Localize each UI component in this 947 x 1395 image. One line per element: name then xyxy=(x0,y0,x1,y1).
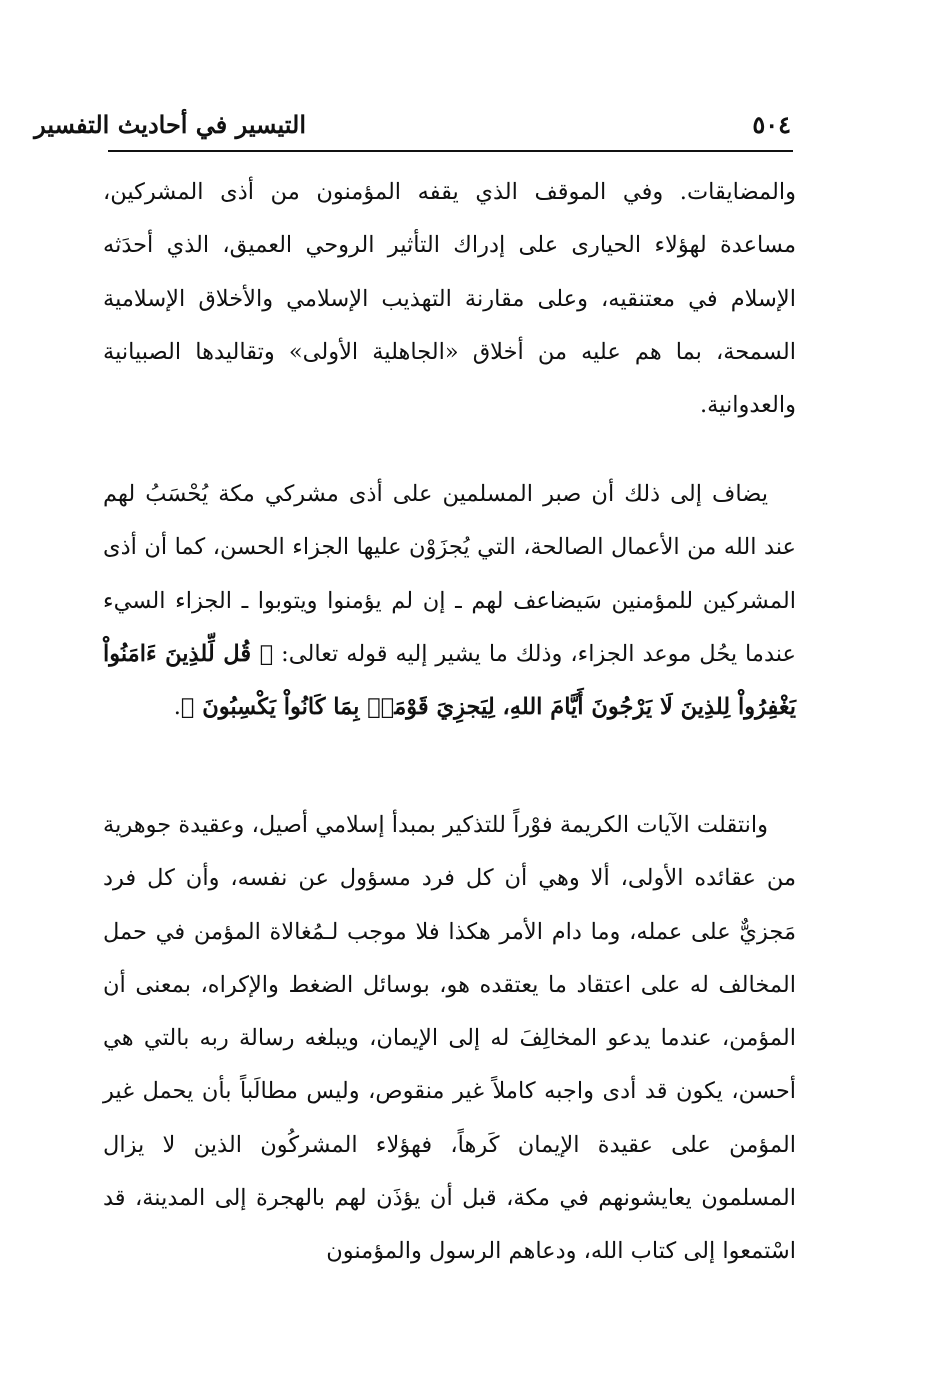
quran-verse: ﴿ قُل لِّلذِينَ ءَامَنُواْ يَغْفِرُواْ لِلذِينَ لَا يَرْجُونَ أَيَّامَ اللهِ، لِيَجزِيَ قَوْمَاۢ بِمَا كَانُواْ يَكْسِبُونَ ﴾ xyxy=(103,640,796,721)
running-title: التيسير في أحاديث التفسير xyxy=(34,110,306,139)
paragraph-2-end: . xyxy=(173,694,181,721)
page-header xyxy=(34,106,791,146)
paragraph-2 xyxy=(103,468,796,734)
paragraph-2-text: يضاف إلى ذلك أن صبر المسلمين على أذى مشركي مكة يُحْسَبُ لهم عند الله من الأعمال الصالحة، التي يُجزَوْن عليها الجزاء الحسن، كما أن أذى المشركين للمؤمنين سَيضاعف لهم ـ إن لم يؤمنوا ويتوبوا ـ الجزاء السيء عندما يحُل موعد الجزاء، وذلك ما يشير إليه قوله تعالى: xyxy=(103,481,796,667)
header-rule xyxy=(108,150,793,152)
paragraph-1: والمضايقات. وفي الموقف الذي يقفه المؤمنون من أذى المشركين، مساعدة لهؤلاء الحيارى على إدراك التأثير الروحي العميق، الذي أحدَثه الإسلام في معتنقيه، وعلى مقارنة التهذيب الإسلامي والأخلاق الإسلامية السمحة، بما هم عليه من أخلاق «الجاهلية الأولى» وتقاليدها الصبيانية والعدوانية. xyxy=(103,179,796,419)
page-number: ٥٠٤ xyxy=(752,110,791,139)
paragraph-3: وانتقلت الآيات الكريمة فوْراً للتذكير بمبدأ إسلامي أصيل، وعقيدة جوهرية من عقائده الأولى، ألا وهي أن كل فرد مسؤول عن نفسه، وأن كل فرد مَجزيٌّ على عمله، وما دام الأمر هكذا فلا موجب لـمُغالاة المؤمن في حمل المخالف له على اعتقاد ما يعتقده هو، بوسائل الضغط والإكراه، بمعنى أن المؤمن، عندما يدعو المخالِفَ له إلى الإيمان، ويبلغه رسالة ربه بالتي هي أحسن، يكون قد أدى واجبه كاملاً غير منقوص، وليس مطالَباً بأن يحمل غير المؤمن على عقيدة الإيمان كَرهاً، فهؤلاء المشركُون الذين لا يزال المسلمون يعايشونهم في مكة، قبل أن يؤذَن لهم بالهجرة إلى المدينة، قد اسْتمعوا إلى كتاب الله، ودعاهم الرسول والمؤمنون xyxy=(103,812,796,1265)
